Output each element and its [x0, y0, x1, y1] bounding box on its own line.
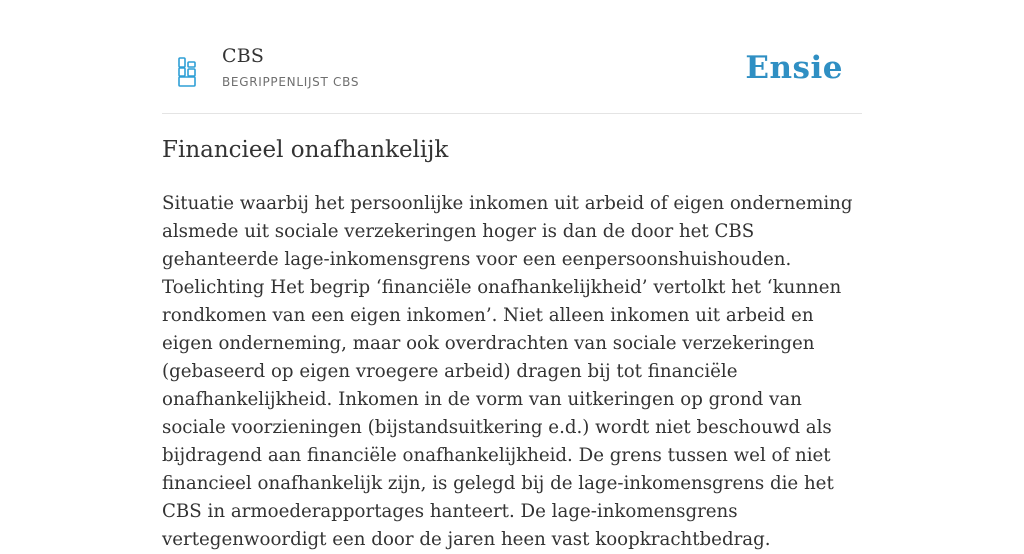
source-subtitle[interactable]: BEGRIPPENLIJST CBS [222, 75, 360, 89]
card-header [162, 0, 862, 114]
cbs-logo-icon [176, 56, 198, 88]
term-definition: Situatie waarbij het persoonlijke inkomen uit arbeid of eigen onderneming alsmede uit sociale verzekeringen hoger is dan de door het CBS gehanteerde lage-inkomensgrens voor een eenpersoonshuishouden. Toelichting Het begrip ‘financiële onafhankelijkheid’ vertolkt het ‘kunnen rondkomen van een eigen inkomen’. Niet alleen inkomen uit arbeid en eigen onderneming, maar ook overdrachten van sociale verzekeringen (gebaseerd op eigen vroegere arbeid) dragen bij tot financiële onafhankelijkheid. Inkomen in de vorm van uitkeringen op grond van sociale voorzieningen (bijstandsuitkering e.d.) wordt niet beschouwd als bijdragend aan financiële onafhankelijkheid. De grens tussen wel of niet financieel onafhankelijk zijn, is gelegd bij de lage-inkomensgrens die het CBS in armoederapportages hanteert. De lage-inkomensgrens vertegenwoordigt een door de jaren heen vast koopkrachtbedrag. [162, 193, 853, 550]
definition-card [162, 0, 862, 550]
brand-logo[interactable]: Ensie [745, 50, 843, 86]
source-name[interactable]: CBS [222, 45, 265, 67]
term-title: Financieel onafhankelijk [162, 137, 449, 163]
